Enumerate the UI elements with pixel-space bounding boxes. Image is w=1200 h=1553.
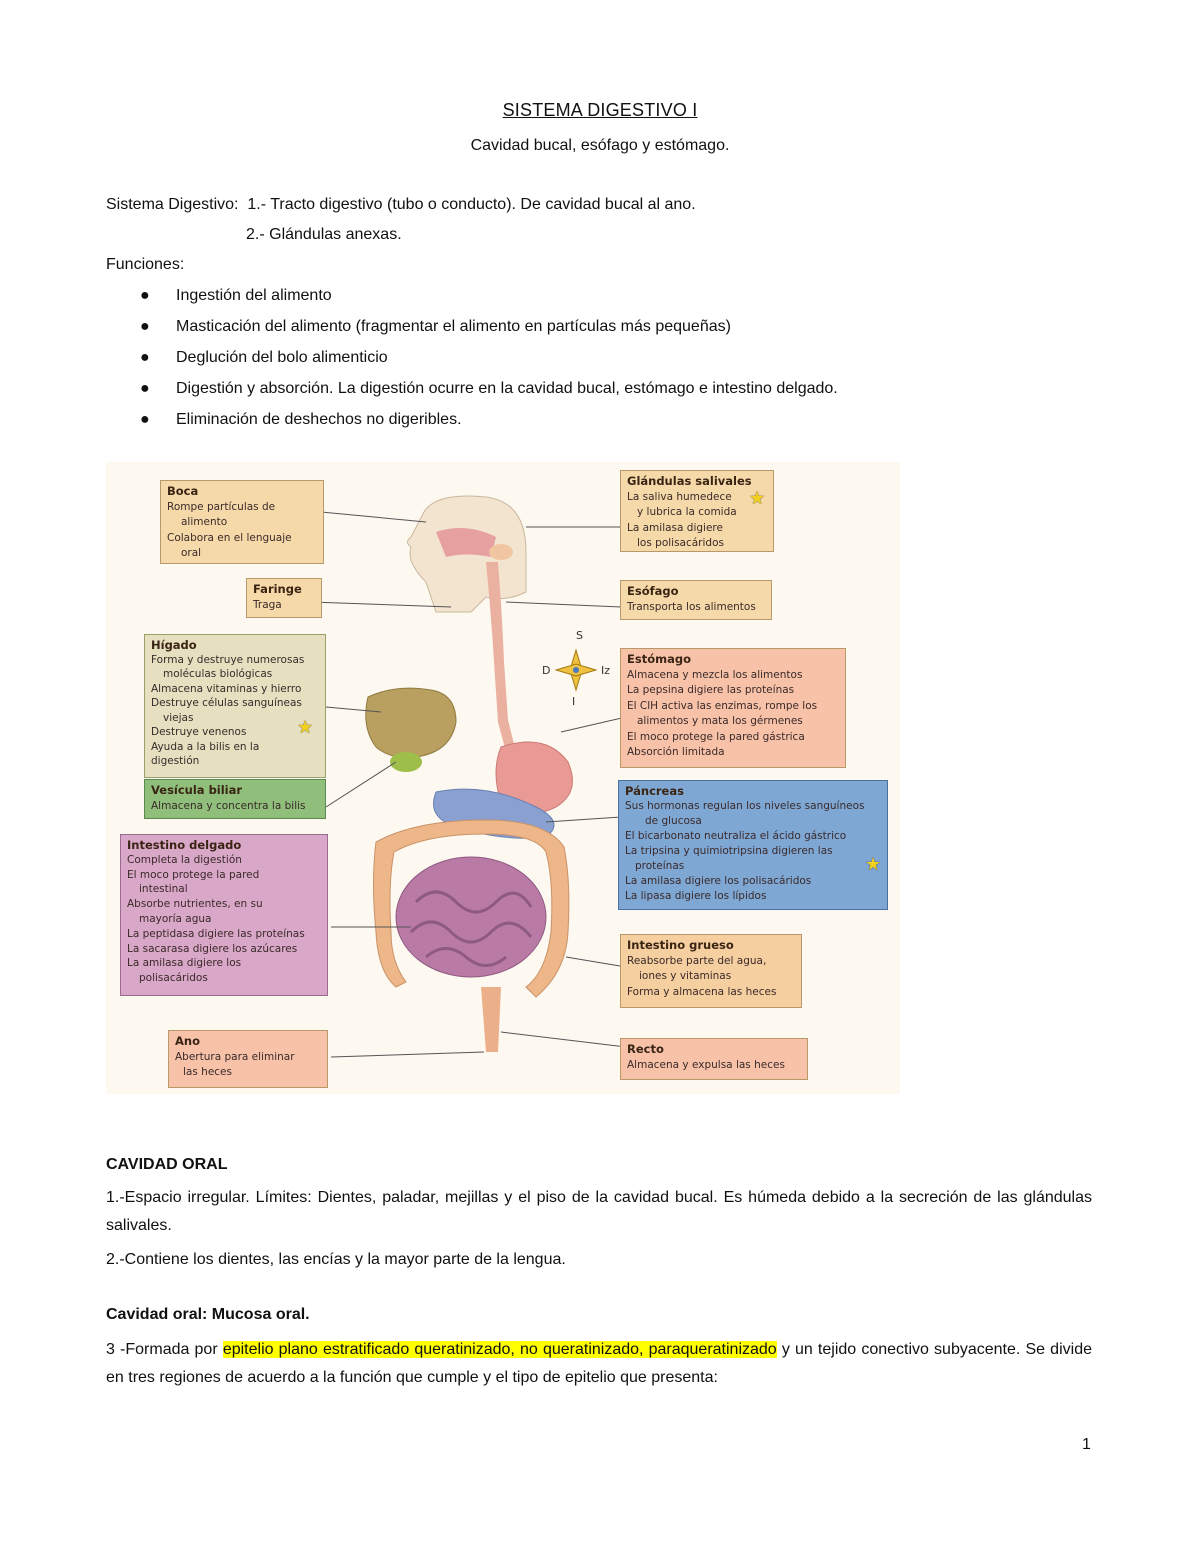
label-estomago: Estómago Almacena y mezcla los alimentos La pepsina digiere las proteínas El ClH activa las enzimas, rompe los alimentos y mata los gérmenes El moco protege la pared gástrica Absorción limitada xyxy=(620,648,846,768)
liver-shape xyxy=(366,688,456,757)
list-item: ● Digestión y absorción. La digestión ocurre en la cavidad bucal, estómago e intestino delgado. xyxy=(140,377,838,408)
section-heading-mucosa-oral: Cavidad oral: Mucosa oral. xyxy=(106,1306,310,1323)
page-subtitle: Cavidad bucal, esófago y estómago. xyxy=(470,137,730,154)
funciones-label: Funciones: xyxy=(106,256,185,273)
intro-item-1: 1.- Tracto digestivo (tubo o conducto). De cavidad bucal al ano. xyxy=(247,196,696,213)
label-intestino-delgado: Intestino delgado Completa la digestión El moco protege la pared intestinal Absorbe nutrientes, en su mayoría agua La peptidasa digiere las proteínas La sacarasa digiere los azúcares La amilasa digiere los polisacáridos xyxy=(120,834,328,996)
bullet-icon: ● xyxy=(140,411,150,428)
compass-n: S xyxy=(576,629,583,642)
highlighted-text: epitelio plano estratificado queratinizado, no queratinizado, paraqueratinizado xyxy=(222,1341,777,1358)
label-recto: Recto Almacena y expulsa las heces xyxy=(620,1038,808,1080)
label-faringe: Faringe Traga xyxy=(246,578,322,618)
bullet-icon: ● xyxy=(140,318,150,335)
label-vesicula-biliar: Vesícula biliar Almacena y concentra la bilis xyxy=(144,779,326,819)
star-icon: ★ xyxy=(297,717,314,738)
section-heading-cavidad-oral: CAVIDAD ORAL xyxy=(106,1156,228,1173)
star-icon: ★ xyxy=(865,854,882,875)
funciones-list xyxy=(140,284,838,439)
bullet-icon: ● xyxy=(140,349,150,366)
digestive-system-diagram xyxy=(106,462,900,1094)
label-boca: Boca Rompe partículas de alimento Colabora en el lenguaje oral xyxy=(160,480,324,564)
salivary-gland-shape xyxy=(489,544,513,560)
paragraph-2: 2.-Contiene los dientes, las encías y la mayor parte de la lengua. xyxy=(106,1251,566,1268)
paragraph-1: 1.-Espacio irregular. Límites: Dientes, paladar, mejillas y el piso de la cavidad bucal. Es húmeda debido a la secreción de las glándulas salivales. xyxy=(106,1189,1092,1234)
star-icon: ★ xyxy=(749,488,766,509)
intro-line xyxy=(106,196,696,214)
label-ano: Ano Abertura para eliminar las heces xyxy=(168,1030,328,1088)
bullet-icon: ● xyxy=(140,287,150,304)
compass-rose-icon xyxy=(556,650,596,690)
bullet-icon: ● xyxy=(140,380,150,397)
rectum-shape xyxy=(481,987,501,1052)
page-number: 1 xyxy=(1082,1436,1091,1453)
label-glandulas-salivales: Glándulas salivales La saliva humedece y lubrica la comida La amilasa digiere los polisacáridos ★ xyxy=(620,470,774,552)
label-pancreas: Páncreas Sus hormonas regulan los niveles sanguíneos de glucosa El bicarbonato neutraliza el ácido gástrico La tripsina y quimiotripsina digieren las proteínas La amilasa digiere los polisacáridos La lipasa digiere los lípidos ★ xyxy=(618,780,888,910)
paragraph-3: 3 -Formada por epitelio plano estratificado queratinizado, no queratinizado, paraqueratinizado y un tejido conectivo subyacente. Se divide en tres regiones de acuerdo a la función que cumple y el tipo de epitelio que presenta: xyxy=(106,1341,1092,1386)
intro-item-2: 2.- Glándulas anexas. xyxy=(246,226,402,243)
label-esofago: Esófago Transporta los alimentos xyxy=(620,580,772,620)
intro-label: Sistema Digestivo: xyxy=(106,196,239,213)
list-item: ● Eliminación de deshechos no digeribles. xyxy=(140,408,838,439)
list-item: ● Ingestión del alimento xyxy=(140,284,838,315)
list-item: ● Masticación del alimento (fragmentar el alimento en partículas más pequeñas) xyxy=(140,315,838,346)
compass-w: D xyxy=(542,664,551,677)
list-item: ● Deglución del bolo alimenticio xyxy=(140,346,838,377)
label-higado: Hígado Forma y destruye numerosas moléculas biológicas Almacena vitaminas y hierro Destruye células sanguíneas viejas Destruye venenos Ayuda a la bilis en la digestión ★ xyxy=(144,634,326,778)
compass-s: I xyxy=(572,695,576,708)
compass-e: Iz xyxy=(601,664,611,677)
page-title: SISTEMA DIGESTIVO I xyxy=(502,100,698,120)
label-intestino-grueso: Intestino grueso Reabsorbe parte del agua, iones y vitaminas Forma y almacena las heces xyxy=(620,934,802,1008)
gallbladder-shape xyxy=(390,752,422,772)
